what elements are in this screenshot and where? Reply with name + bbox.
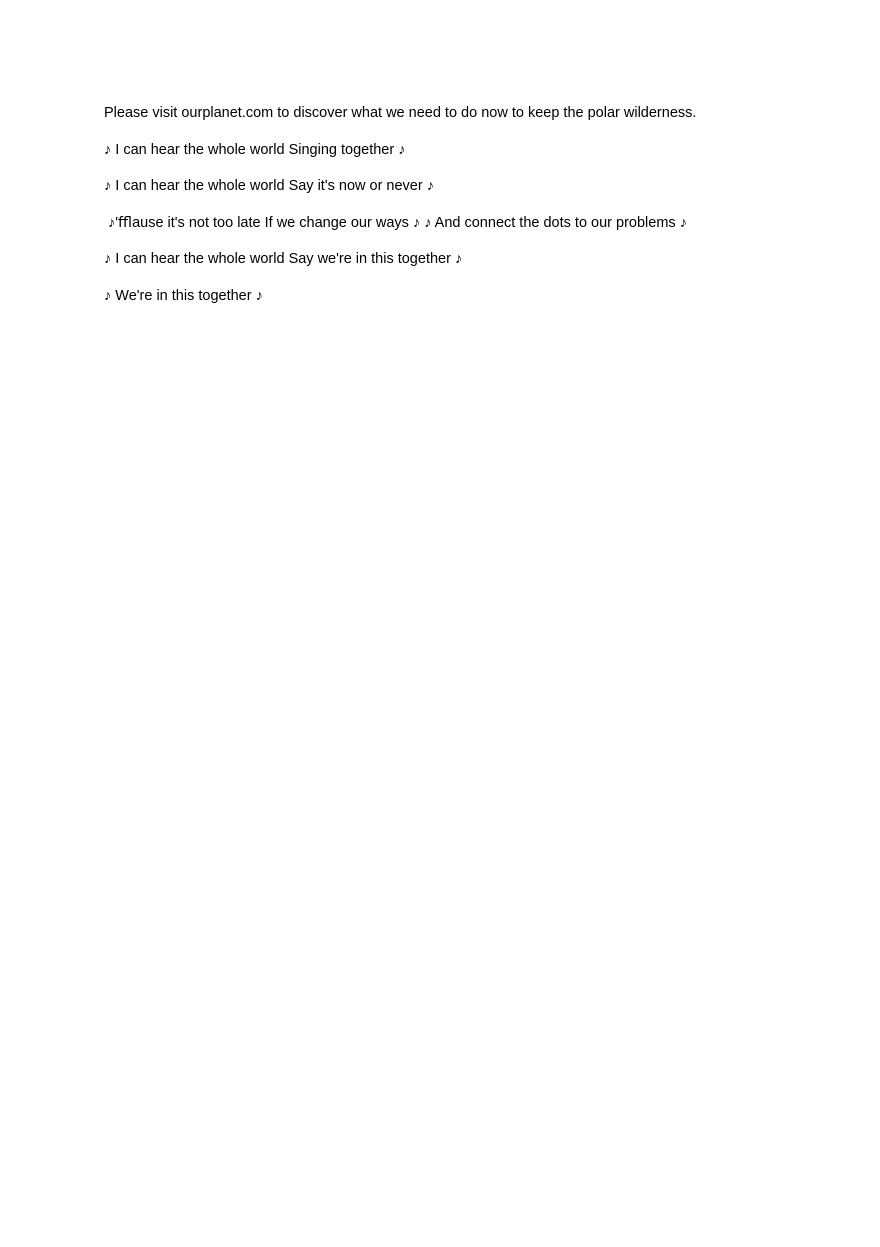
lyric-line-in-this-together: ♪ I can hear the whole world Say we're in this together ♪ [104, 251, 463, 268]
document-body [104, 103, 804, 323]
lyric-line-singing-together: ♪ I can hear the whole world Singing together ♪ [104, 141, 406, 158]
lyric-line-not-too-late: ♪'ﬄause it's not too late If we change our ways ♪ ♪ And connect the dots to our problems ♪ [104, 214, 687, 231]
text-line-visit: Please visit ourplanet.com to discover what we need to do now to keep the polar wilderness. [104, 105, 697, 121]
lyric-line-were-in-this-together: ♪ We're in this together ♪ [104, 287, 263, 304]
lyric-line-now-or-never: ♪ I can hear the whole world Say it's now or never ♪ [104, 178, 434, 195]
